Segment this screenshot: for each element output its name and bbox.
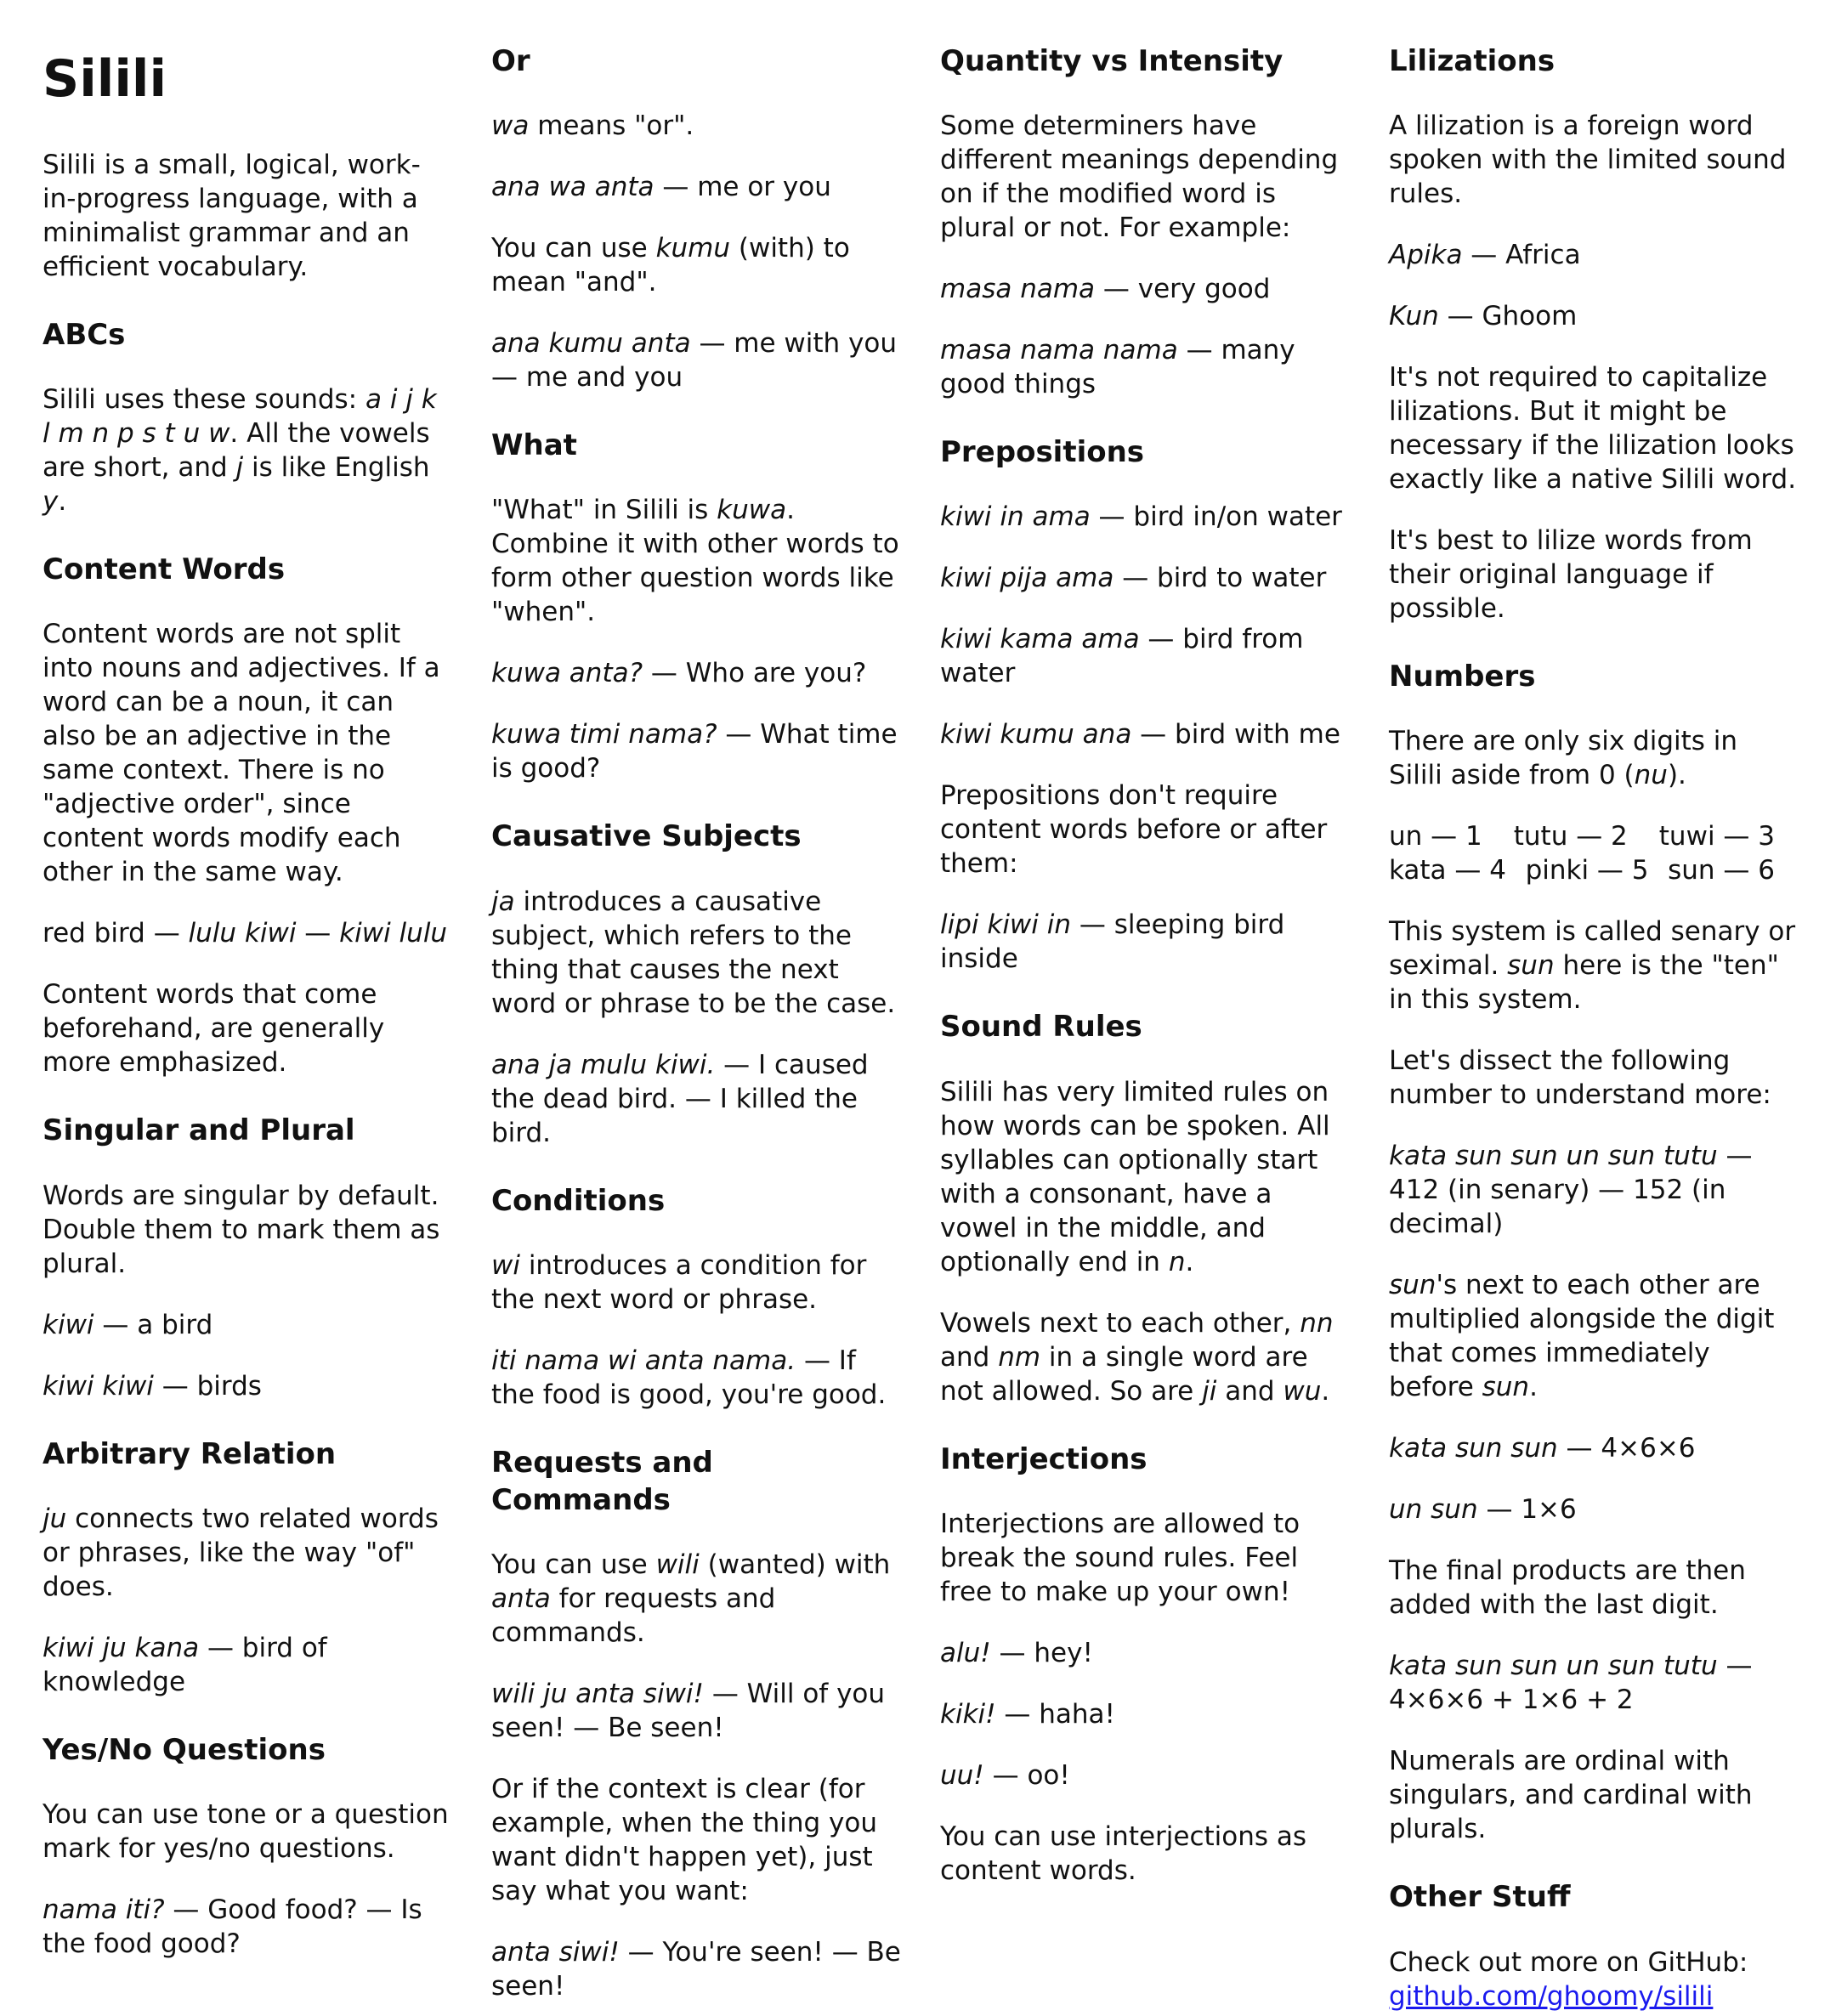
prepositions-example-5: lipi kiwi in — sleeping bird inside — [940, 909, 1285, 975]
interjections-heading: Interjections — [940, 1441, 1148, 1476]
content-words-example: red bird — lulu kiwi — kiwi lulu — [42, 918, 448, 949]
digit-5: pinki — 5 — [1525, 855, 1649, 886]
singular-plural-paragraph: Words are singular by default. Double them to mark them as plural. — [42, 1180, 440, 1279]
digit-3: tuwi — 3 — [1658, 821, 1775, 852]
prepositions-heading: Prepositions — [940, 435, 1145, 470]
github-link[interactable]: github.com/ghoomy/silili — [1389, 1980, 1714, 2012]
lilizations-heading: Lilizations — [1389, 44, 1556, 78]
what-example-1: kuwa anta? — Who are you? — [491, 658, 867, 689]
numbers-paragraph-6: Numerals are ordinal with singulars, and cardinal with plurals. — [1389, 1746, 1753, 1845]
numbers-paragraph-4: sun's next to each other are multiplied alongside the digit that comes immediately before sun. — [1389, 1270, 1775, 1403]
yes-no-heading: Yes/No Questions — [42, 1732, 326, 1767]
prepositions-paragraph: Prepositions don't require content words before or after them: — [940, 780, 1328, 880]
content-words-paragraph: Content words are not split into nouns and adjectives. If a word can be a noun, it can also be an adjective in the same context. There is no "adjective order", since content words modify each other in the same way. — [42, 619, 440, 888]
sound-rules-heading: Sound Rules — [940, 1010, 1142, 1045]
arbitrary-relation-heading: Arbitrary Relation — [42, 1436, 337, 1471]
requests-example-1: wili ju anta siwi! — Will of you seen! — Be seen! — [491, 1679, 886, 1744]
digit-2: tutu — 2 — [1513, 821, 1628, 852]
lilizations-paragraph: A lilization is a foreign word spoken with the limited sound rules. — [1389, 110, 1787, 210]
arbitrary-relation-paragraph: ju connects two related words or phrases, like the way "of" does. — [42, 1503, 439, 1602]
plural-example: kiwi kiwi — birds — [42, 1370, 262, 1402]
digits-row-2 — [1389, 853, 1799, 887]
column-4 — [1389, 42, 1799, 2016]
numbers-paragraph-5: The final products are then added with the last digit. — [1389, 1555, 1746, 1621]
what-example-2: kuwa timi nama? — What time is good? — [491, 719, 898, 784]
other-stuff-paragraph: Check out more on GitHub: github.com/ghoomy/silili — [1389, 1946, 1748, 2012]
quantity-paragraph: Some determiners have different meanings depending on if the modified word is plural or not. For example: — [940, 110, 1339, 244]
what-heading: What — [491, 428, 577, 463]
other-stuff-heading: Other Stuff — [1389, 1880, 1571, 1915]
requests-paragraph: You can use wili (wanted) with anta for requests and commands. — [491, 1549, 891, 1649]
sound-rules-paragraph-2: Vowels next to each other, nn and nm in a single word are not allowed. So are ji and wu. — [940, 1307, 1334, 1407]
lilizations-example-2: Kun — Ghoom — [1389, 301, 1578, 332]
quantity-example-2: masa nama nama — many good things — [940, 335, 1295, 400]
prepositions-example-1: kiwi in ama — bird in/on water — [940, 501, 1342, 533]
column-2 — [491, 42, 901, 2016]
digit-4: kata — 4 — [1389, 855, 1506, 886]
content-words-paragraph-2: Content words that come beforehand, are generally more emphasized. — [42, 979, 385, 1079]
numbers-example-1: kata sun sun un sun tutu — 412 (in senary) — 152 (in decimal) — [1389, 1141, 1753, 1240]
digits-row-1 — [1389, 819, 1799, 853]
numbers-example-3: un sun — 1×6 — [1389, 1494, 1577, 1526]
yes-no-paragraph: You can use tone or a question mark for yes/no questions. — [42, 1798, 449, 1864]
digits-table — [1389, 819, 1799, 887]
numbers-example-2: kata sun sun — 4×6×6 — [1389, 1433, 1696, 1464]
and-example: ana kumu anta — me with you — me and you — [491, 328, 898, 394]
and-paragraph: You can use kumu (with) to mean "and". — [491, 233, 850, 298]
page-title: Silili — [42, 49, 167, 109]
abcs-paragraph: Silili uses these sounds: a i j k l m n p s t u w. All the vowels are short, and j is like English y. — [42, 384, 437, 518]
content-words-heading: Content Words — [42, 552, 286, 587]
abcs-heading: ABCs — [42, 318, 126, 352]
digit-1: un — 1 — [1389, 821, 1482, 852]
singular-example: kiwi — a bird — [42, 1309, 213, 1340]
prepositions-example-2: kiwi pija ama — bird to water — [940, 563, 1327, 594]
or-paragraph: wa means "or". — [491, 110, 694, 142]
lilizations-paragraph-2: It's not required to capitalize lilizations. But it might be necessary if the lilization looks exactly like a native Silili word. — [1389, 362, 1797, 496]
arbitrary-relation-example: kiwi ju kana — bird of knowledge — [42, 1632, 327, 1697]
intro-paragraph: Silili is a small, logical, work-in-progress language, with a minimalist grammar and an efficient vocabulary. — [42, 150, 421, 282]
conditions-example: iti nama wi anta nama. — If the food is good, you're good. — [491, 1345, 887, 1410]
interjections-example-2: kiki! — haha! — [940, 1698, 1115, 1730]
singular-plural-heading: Singular and Plural — [42, 1113, 355, 1148]
interjections-example-3: uu! — oo! — [940, 1759, 1070, 1791]
numbers-paragraph-3: Let's dissect the following number to understand more: — [1389, 1045, 1771, 1111]
interjections-paragraph-2: You can use interjections as content words. — [940, 1821, 1307, 1886]
interjections-paragraph: Interjections are allowed to break the sound rules. Feel free to make up your own! — [940, 1508, 1300, 1607]
requests-example-2: anta siwi! — You're seen! — Be seen! — [491, 1937, 901, 2002]
column-1 — [42, 42, 452, 2016]
what-paragraph: "What" in Silili is kuwa. Combine it with other words to form other question words like "when". — [491, 495, 899, 628]
numbers-paragraph-2: This system is called senary or seximal. sun here is the "ten" in this system. — [1389, 916, 1796, 1016]
causative-example: ana ja mulu kiwi. — I caused the dead bird. — I killed the bird. — [491, 1049, 869, 1148]
prepositions-example-4: kiwi kumu ana — bird with me — [940, 719, 1340, 750]
interjections-example-1: alu! — hey! — [940, 1637, 1093, 1668]
causative-heading: Causative Subjects — [491, 819, 802, 854]
conditions-paragraph: wi introduces a condition for the next word or phrase. — [491, 1249, 867, 1315]
or-example: ana wa anta — me or you — [491, 172, 831, 203]
lilizations-example-1: Apika — Africa — [1389, 240, 1581, 271]
quantity-heading: Quantity vs Intensity — [940, 44, 1284, 78]
numbers-heading: Numbers — [1389, 660, 1536, 694]
digit-6: sun — 6 — [1668, 855, 1775, 886]
numbers-example-4: kata sun sun un sun tutu — 4×6×6 + 1×6 + 2 — [1389, 1651, 1753, 1716]
or-heading: Or — [491, 44, 530, 78]
numbers-paragraph: There are only six digits in Silili aside from 0 (nu). — [1389, 726, 1738, 791]
requests-heading: Requests and Commands — [491, 1445, 713, 1517]
quantity-example-1: masa nama — very good — [940, 274, 1271, 305]
requests-paragraph-2: Or if the context is clear (for example, when the thing you want didn't happen yet), just say what you want: — [491, 1774, 877, 1907]
lilizations-paragraph-3: It's best to lilize words from their original language if possible. — [1389, 525, 1753, 625]
causative-paragraph: ja introduces a causative subject, which refers to the thing that causes the next word or phrase to be the case. — [491, 886, 896, 1019]
yes-no-example: nama iti? — Good food? — Is the food good? — [42, 1894, 422, 1959]
prepositions-example-3: kiwi kama ama — bird from water — [940, 624, 1304, 689]
column-3 — [940, 42, 1350, 2016]
sound-rules-paragraph: Silili has very limited rules on how words can be spoken. All syllables can optionally start with a consonant, have a vowel in the middle, and optionally end in n. — [940, 1076, 1330, 1277]
conditions-heading: Conditions — [491, 1183, 666, 1218]
